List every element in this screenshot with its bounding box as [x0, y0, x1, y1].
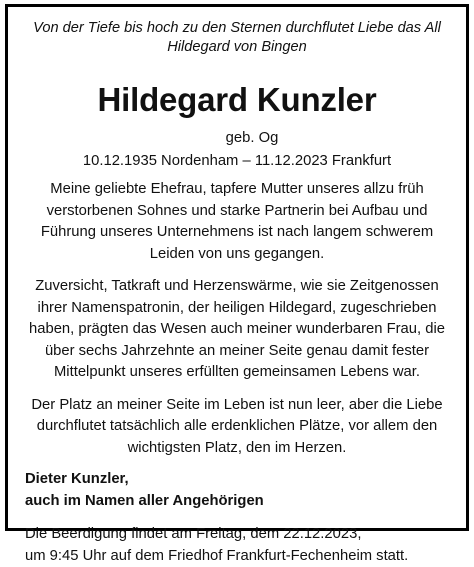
signature-name: Dieter Kunzler, — [25, 469, 454, 491]
life-dates: 10.12.1935 Nordenham – 11.12.2023 Frankfurt — [20, 152, 454, 171]
text-line: durchflutet tatsächlich alle erdenklichen Plätze, vor allem den — [20, 416, 454, 438]
signature-family: auch im Namen aller Angehörigen — [25, 491, 454, 513]
maiden-name: geb. Og — [50, 129, 454, 148]
paragraph-farewell — [20, 179, 454, 265]
text-line: Die Beerdigung findet am Freitag, dem 22.12.2023, — [25, 524, 454, 546]
quote-text: Von der Tiefe bis hoch zu den Sternen durchflutet Liebe das All — [20, 19, 454, 38]
text-line: Mittelpunkt unseres erfüllten gemeinsamen Lebens war. — [20, 362, 454, 384]
text-line: Der Platz an meiner Seite im Leben ist nun leer, aber die Liebe — [20, 395, 454, 417]
text-line: Leiden von uns gegangen. — [20, 244, 454, 266]
text-line: haben, prägten das Wesen auch meiner wunderbaren Frau, die — [20, 319, 454, 341]
text-line: Zuversicht, Tatkraft und Herzenswärme, wie sie Zeitgenossen — [20, 276, 454, 298]
funeral-notice — [25, 524, 454, 567]
paragraph-tribute — [20, 276, 454, 384]
text-line: Führung unseres Unternehmens ist nach langem schwerem — [20, 222, 454, 244]
text-line: um 9:45 Uhr auf dem Friedhof Frankfurt-Fechenheim statt. — [25, 546, 454, 567]
obituary-frame — [5, 4, 469, 531]
text-line: ihrer Namenspatronin, der heiligen Hildegard, zugeschrieben — [20, 298, 454, 320]
signature — [25, 469, 454, 512]
quote-author: Hildegard von Bingen — [20, 38, 454, 57]
paragraph-love — [20, 395, 454, 460]
text-line: Meine geliebte Ehefrau, tapfere Mutter unseres allzu früh — [20, 179, 454, 201]
deceased-name: Hildegard Kunzler — [20, 80, 454, 120]
text-line: verstorbenen Sohnes und starke Partnerin bei Aufbau und — [20, 201, 454, 223]
opening-quote — [20, 19, 454, 57]
text-line: über sechs Jahrzehnte an meiner Seite genau damit fester — [20, 341, 454, 363]
text-line: wichtigsten Platz, den im Herzen. — [20, 438, 454, 460]
